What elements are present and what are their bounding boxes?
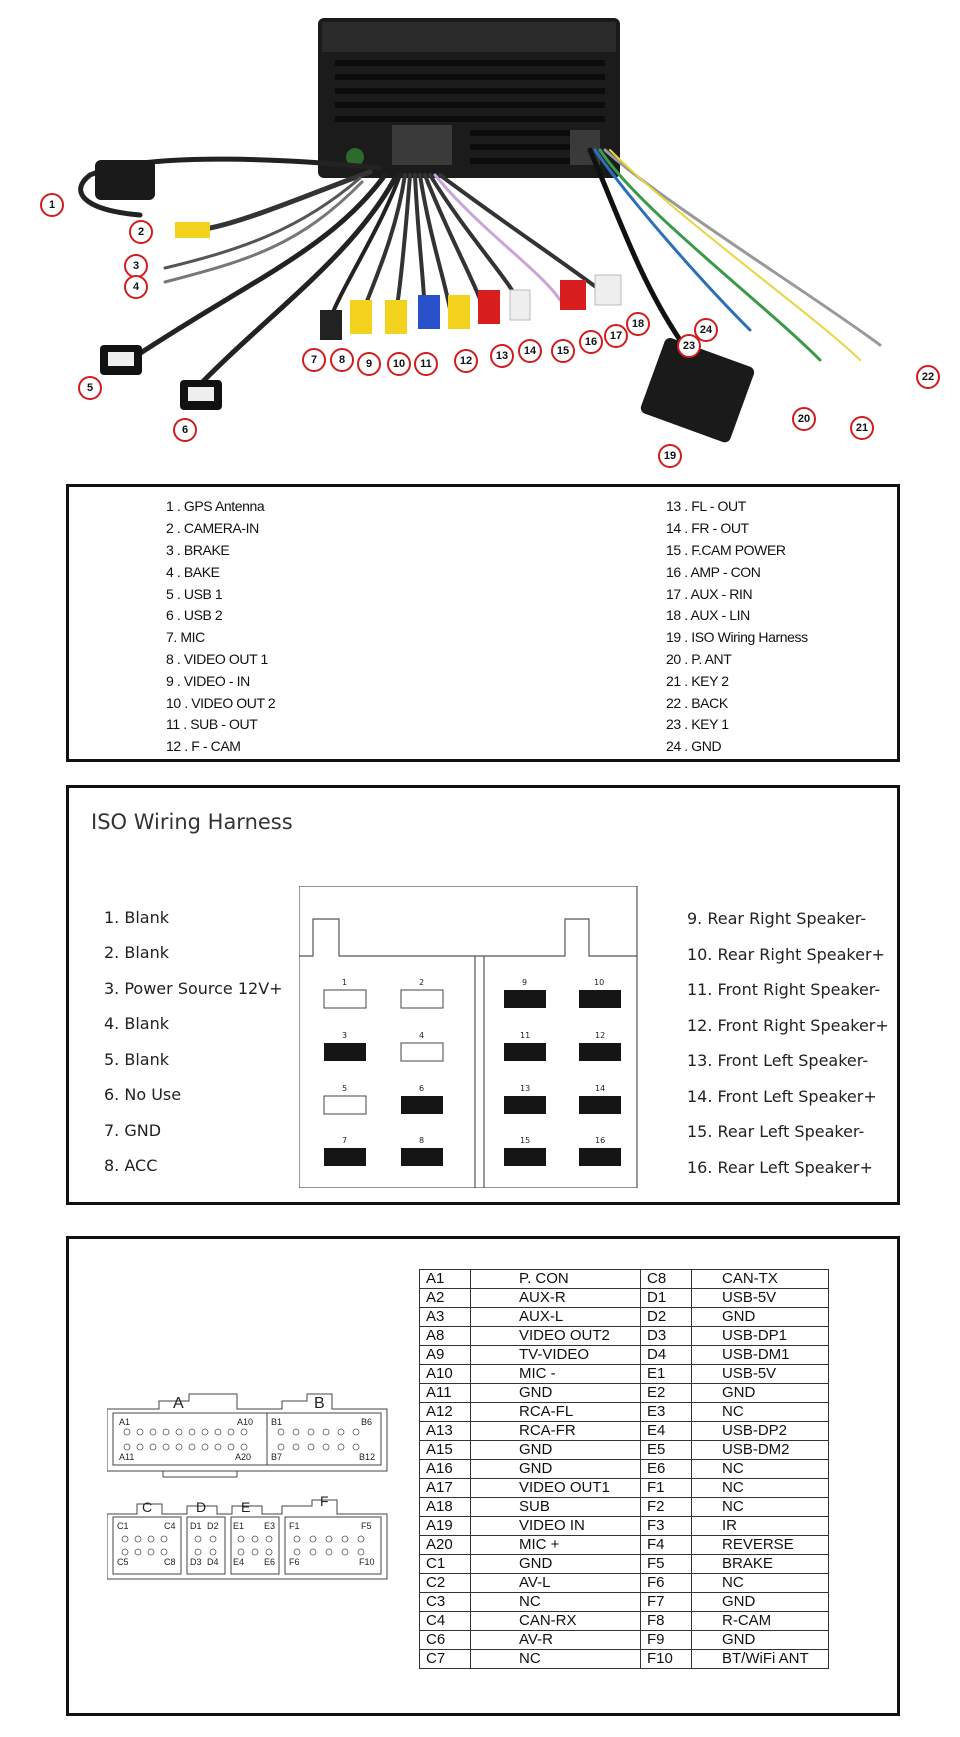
connector-label-c: C <box>142 1499 153 1515</box>
iso-slot-7 <box>324 1148 366 1166</box>
legend-item-24: 24 . GND <box>666 738 722 754</box>
connector-label-e: E <box>241 1499 251 1515</box>
svg-text:10: 10 <box>594 978 605 987</box>
legend-item-15: 15 . F.CAM POWER <box>666 542 786 558</box>
iso-slot-1 <box>324 990 366 1008</box>
connector-a-pins <box>124 1429 247 1450</box>
svg-text:F1: F1 <box>289 1521 300 1531</box>
table-row: A13 RCA-FR E4 USB-DP2 <box>420 1422 829 1441</box>
svg-text:D4: D4 <box>207 1557 219 1567</box>
callout-11: 11 <box>414 352 438 376</box>
svg-text:16: 16 <box>595 1136 606 1145</box>
svg-text:A1: A1 <box>119 1417 131 1427</box>
svg-text:C4: C4 <box>164 1521 176 1531</box>
iso-slot-12 <box>579 1043 621 1061</box>
connector-label-f: F <box>320 1493 329 1509</box>
iso-pin-14: 14. Front Left Speaker+ <box>687 1087 877 1106</box>
table-row: A20 MIC + F4 REVERSE <box>420 1536 829 1555</box>
svg-text:B12: B12 <box>359 1452 376 1462</box>
table-row: A1 P. CON C8 CAN-TX <box>420 1270 829 1289</box>
svg-text:D1: D1 <box>190 1521 202 1531</box>
svg-text:E6: E6 <box>264 1557 276 1567</box>
callout-5: 5 <box>78 376 102 400</box>
iso-pin-5: 5. Blank <box>104 1050 169 1069</box>
svg-text:E4: E4 <box>233 1557 245 1567</box>
iso-pin-15: 15. Rear Left Speaker- <box>687 1122 865 1141</box>
iso-pin-11: 11. Front Right Speaker- <box>687 980 881 999</box>
callout-23: 23 <box>677 334 701 358</box>
legend-item-8: 8 . VIDEO OUT 1 <box>166 651 268 667</box>
legend-item-12: 12 . F - CAM <box>166 738 241 754</box>
legend-item-3: 3 . BRAKE <box>166 542 230 558</box>
rca-plugs <box>175 222 621 340</box>
table-row: A18 SUB F2 NC <box>420 1498 829 1517</box>
svg-text:B6: B6 <box>361 1417 373 1427</box>
svg-text:E1: E1 <box>233 1521 245 1531</box>
callout-14: 14 <box>518 339 542 363</box>
legend-item-4: 4 . BAKE <box>166 564 220 580</box>
iso-harness-panel <box>66 785 900 1205</box>
iso-slot-4 <box>401 1043 443 1061</box>
iso-slot-8 <box>401 1148 443 1166</box>
svg-text:D2: D2 <box>207 1521 219 1531</box>
callout-20: 20 <box>792 407 816 431</box>
connector-label-a: A <box>173 1395 184 1412</box>
iso-slot-6 <box>401 1096 443 1114</box>
svg-text:12: 12 <box>595 1031 606 1040</box>
iso-pin-12: 12. Front Right Speaker+ <box>687 1016 889 1035</box>
iso-slot-9 <box>504 990 546 1008</box>
callout-4: 4 <box>124 275 148 299</box>
callout-13: 13 <box>490 344 514 368</box>
legend-item-13: 13 . FL - OUT <box>666 498 746 514</box>
svg-text:C1: C1 <box>117 1521 129 1531</box>
connector-diagram <box>107 1379 397 1619</box>
iso-pin-16: 16. Rear Left Speaker+ <box>687 1158 873 1177</box>
callout-9: 9 <box>357 352 381 376</box>
iso-pin-2: 2. Blank <box>104 943 169 962</box>
table-row: C2 AV-L F6 NC <box>420 1574 829 1593</box>
legend-item-11: 11 . SUB - OUT <box>166 716 258 732</box>
svg-text:B1: B1 <box>271 1417 283 1427</box>
callout-17: 17 <box>604 324 628 348</box>
svg-text:7: 7 <box>342 1136 348 1145</box>
table-row: A3 AUX-L D2 GND <box>420 1308 829 1327</box>
legend-item-21: 21 . KEY 2 <box>666 673 729 689</box>
table-row: C6 AV-R F9 GND <box>420 1631 829 1650</box>
svg-text:B7: B7 <box>271 1452 283 1462</box>
legend-item-19: 19 . ISO Wiring Harness <box>666 629 808 645</box>
svg-text:D3: D3 <box>190 1557 202 1567</box>
svg-text:2: 2 <box>419 978 425 987</box>
callout-8: 8 <box>330 348 354 372</box>
callout-2: 2 <box>129 220 153 244</box>
table-row: A19 VIDEO IN F3 IR <box>420 1517 829 1536</box>
svg-text:8: 8 <box>419 1136 425 1145</box>
iso-connector-diagram <box>299 886 644 1188</box>
callout-1: 1 <box>40 193 64 217</box>
legend-item-7: 7. MIC <box>166 629 205 645</box>
gps-antenna-box <box>95 160 155 200</box>
callout-10: 10 <box>387 352 411 376</box>
callout-19: 19 <box>658 444 682 468</box>
iso-pin-6: 6. No Use <box>104 1085 182 1104</box>
iso-slot-16 <box>579 1148 621 1166</box>
head-unit <box>318 18 620 178</box>
connector-c-pins <box>122 1536 167 1555</box>
svg-text:3: 3 <box>342 1031 348 1040</box>
connector-b-pins <box>278 1429 359 1450</box>
legend-item-6: 6 . USB 2 <box>166 607 223 623</box>
iso-pin-10: 10. Rear Right Speaker+ <box>687 945 885 964</box>
svg-text:5: 5 <box>342 1084 348 1093</box>
callout-21: 21 <box>850 416 874 440</box>
cables <box>81 150 880 395</box>
legend-item-16: 16 . AMP - CON <box>666 564 761 580</box>
legend-item-23: 23 . KEY 1 <box>666 716 729 732</box>
iso-slot-3 <box>324 1043 366 1061</box>
svg-text:A10: A10 <box>237 1417 254 1427</box>
callout-12: 12 <box>454 349 478 373</box>
table-row: A16 GND E6 NC <box>420 1460 829 1479</box>
legend-item-9: 9 . VIDEO - IN <box>166 673 250 689</box>
iso-pin-1: 1. Blank <box>104 908 169 927</box>
callout-24: 24 <box>694 318 718 342</box>
table-row: C1 GND F5 BRAKE <box>420 1555 829 1574</box>
svg-text:6: 6 <box>419 1084 425 1093</box>
connector-f-pins <box>294 1536 364 1555</box>
table-row: A11 GND E2 GND <box>420 1384 829 1403</box>
svg-text:C8: C8 <box>164 1557 176 1567</box>
connector-label-d: D <box>196 1499 207 1515</box>
table-row: A10 MIC - E1 USB-5V <box>420 1365 829 1384</box>
svg-text:9: 9 <box>522 978 528 987</box>
callout-3: 3 <box>124 254 148 278</box>
legend-item-18: 18 . AUX - LIN <box>666 607 750 623</box>
svg-text:1: 1 <box>342 978 348 987</box>
callout-18: 18 <box>626 312 650 336</box>
svg-text:F10: F10 <box>359 1557 375 1567</box>
iso-pin-4: 4. Blank <box>104 1014 169 1033</box>
legend-item-2: 2 . CAMERA-IN <box>166 520 259 536</box>
connector-d-pins <box>195 1536 216 1555</box>
iso-slot-5 <box>324 1096 366 1114</box>
svg-text:C5: C5 <box>117 1557 129 1567</box>
iso-slot-13 <box>504 1096 546 1114</box>
callout-15: 15 <box>551 339 575 363</box>
callout-22: 22 <box>916 365 940 389</box>
iso-slot-2 <box>401 990 443 1008</box>
legend-item-14: 14 . FR - OUT <box>666 520 749 536</box>
legend-item-5: 5 . USB 1 <box>166 586 223 602</box>
connector-pinout-panel <box>66 1236 900 1716</box>
iso-slot-14 <box>579 1096 621 1114</box>
legend-item-1: 1 . GPS Antenna <box>166 498 265 514</box>
table-row: A2 AUX-R D1 USB-5V <box>420 1289 829 1308</box>
table-row: C7 NC F10 BT/WiFi ANT <box>420 1650 829 1669</box>
svg-text:14: 14 <box>595 1084 606 1093</box>
svg-text:F5: F5 <box>361 1521 372 1531</box>
table-row: C4 CAN-RX F8 R-CAM <box>420 1612 829 1631</box>
iso-slot-15 <box>504 1148 546 1166</box>
svg-text:E3: E3 <box>264 1521 276 1531</box>
iso-pin-7: 7. GND <box>104 1121 162 1140</box>
svg-text:F6: F6 <box>289 1557 300 1567</box>
table-row: C3 NC F7 GND <box>420 1593 829 1612</box>
iso-slot-10 <box>579 990 621 1008</box>
iso-pin-3: 3. Power Source 12V+ <box>104 979 283 998</box>
table-row: A17 VIDEO OUT1 F1 NC <box>420 1479 829 1498</box>
svg-text:A11: A11 <box>119 1452 135 1462</box>
pin-assignment-table <box>419 1269 829 1669</box>
svg-text:4: 4 <box>419 1031 425 1040</box>
connector-e-pins <box>238 1536 272 1555</box>
iso-title: ISO Wiring Harness <box>91 810 293 834</box>
legend-item-20: 20 . P. ANT <box>666 651 732 667</box>
svg-text:13: 13 <box>520 1084 531 1093</box>
legend-panel <box>66 484 900 762</box>
iso-pin-13: 13. Front Left Speaker- <box>687 1051 869 1070</box>
table-row: A8 VIDEO OUT2 D3 USB-DP1 <box>420 1327 829 1346</box>
iso-slot-11 <box>504 1043 546 1061</box>
connector-label-b: B <box>314 1395 325 1412</box>
svg-text:11: 11 <box>520 1031 531 1040</box>
iso-pin-8: 8. ACC <box>104 1156 158 1175</box>
legend-item-10: 10 . VIDEO OUT 2 <box>166 695 276 711</box>
iso-pin-9: 9. Rear Right Speaker- <box>687 909 867 928</box>
svg-text:A20: A20 <box>235 1452 252 1462</box>
legend-item-17: 17 . AUX - RIN <box>666 586 753 602</box>
table-row: A12 RCA-FL E3 NC <box>420 1403 829 1422</box>
svg-text:15: 15 <box>520 1136 531 1145</box>
table-row: A9 TV-VIDEO D4 USB-DM1 <box>420 1346 829 1365</box>
table-row: A15 GND E5 USB-DM2 <box>420 1441 829 1460</box>
callout-6: 6 <box>173 418 197 442</box>
legend-item-22: 22 . BACK <box>666 695 728 711</box>
callout-16: 16 <box>579 330 603 354</box>
callout-7: 7 <box>302 348 326 372</box>
